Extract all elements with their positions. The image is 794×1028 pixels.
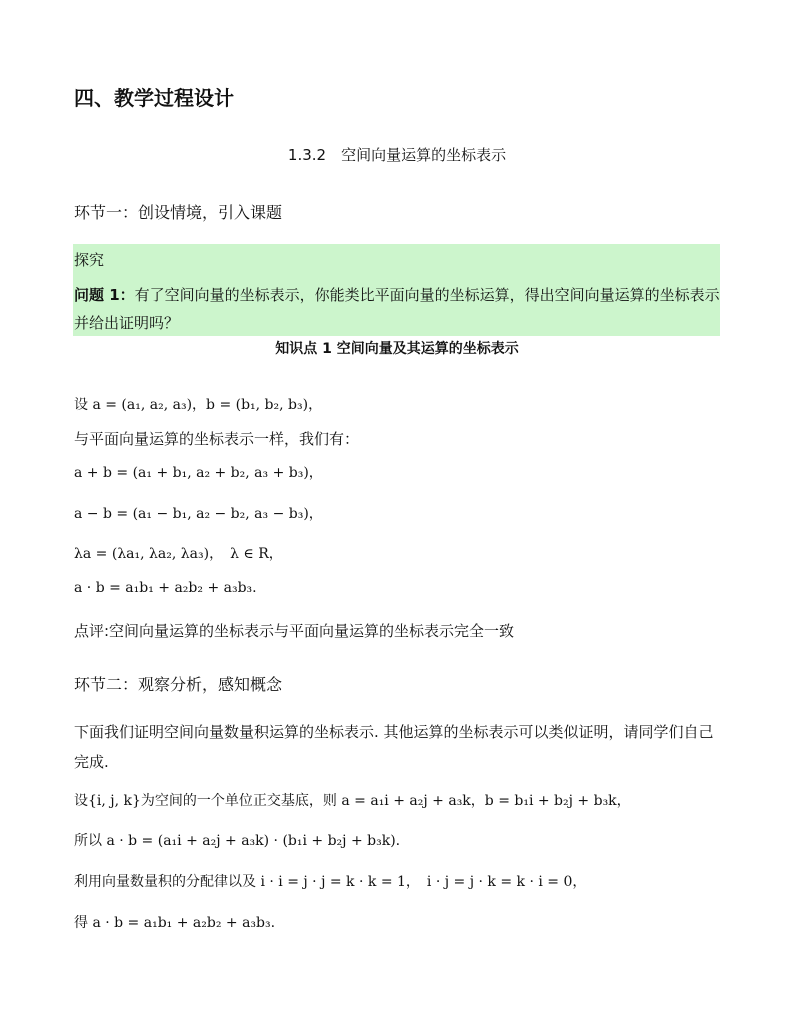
formula-sub: a − b = (a₁ − b₁, a₂ − b₂, a₃ − b₃)， <box>74 506 323 522</box>
question-one <box>74 281 720 337</box>
formula-setup: 设 a = (a₁, a₂, a₃)，b = (b₁, b₂, b₃)， <box>74 397 323 413</box>
formula-dot: a · b = a₁b₁ + a₂b₂ + a₃b₃. <box>74 580 257 596</box>
proof-basis: 设{i, j, k}为空间的一个单位正交基底，则 a = a₁i + a₂j + a₃k，b = b₁i + b₂j + b₃k， <box>74 793 631 809</box>
question-label: 问题 1： <box>74 286 135 304</box>
stage-one-heading: 环节一：创设情境，引入课题 <box>74 203 283 222</box>
knowledge-point-title: 知识点 1 空间向量及其运算的坐标表示 <box>275 341 519 357</box>
formula-add: a + b = (a₁ + b₁, a₂ + b₂, a₃ + b₃)， <box>74 465 323 481</box>
formula-scalar: λa = (λa₁, λa₂, λa₃)， λ ∈ R， <box>74 546 283 562</box>
proof-rule: 利用向量数量积的分配律以及 i · i = j · j = k · k = 1， i · j = j · k = k · i = 0， <box>74 874 587 890</box>
formula-intro: 与平面向量运算的坐标表示一样，我们有： <box>74 430 360 448</box>
section-title: 四、教学过程设计 <box>74 86 234 110</box>
proof-expand: 所以 a · b = (a₁i + a₂j + a₃k) · (b₁i + b₂j + b₃k). <box>74 833 401 849</box>
stage-two-heading: 环节二：观察分析，感知概念 <box>74 675 283 694</box>
proof-intro: 下面我们证明空间向量数量积运算的坐标表示. 其他运算的坐标表示可以类似证明，请同学们自己完成. <box>74 723 714 771</box>
lesson-title: 1.3.2 空间向量运算的坐标表示 <box>287 146 507 164</box>
formula-comment: 点评:空间向量运算的坐标表示与平面向量运算的坐标表示完全一致 <box>74 622 515 640</box>
question-text: 有了空间向量的坐标表示，你能类比平面向量的坐标运算，得出空间向量运算的坐标表示并给出证明吗？ <box>74 286 720 332</box>
explore-label: 探究 <box>74 251 105 269</box>
proof-result: 得 a · b = a₁b₁ + a₂b₂ + a₃b₃. <box>74 915 276 931</box>
